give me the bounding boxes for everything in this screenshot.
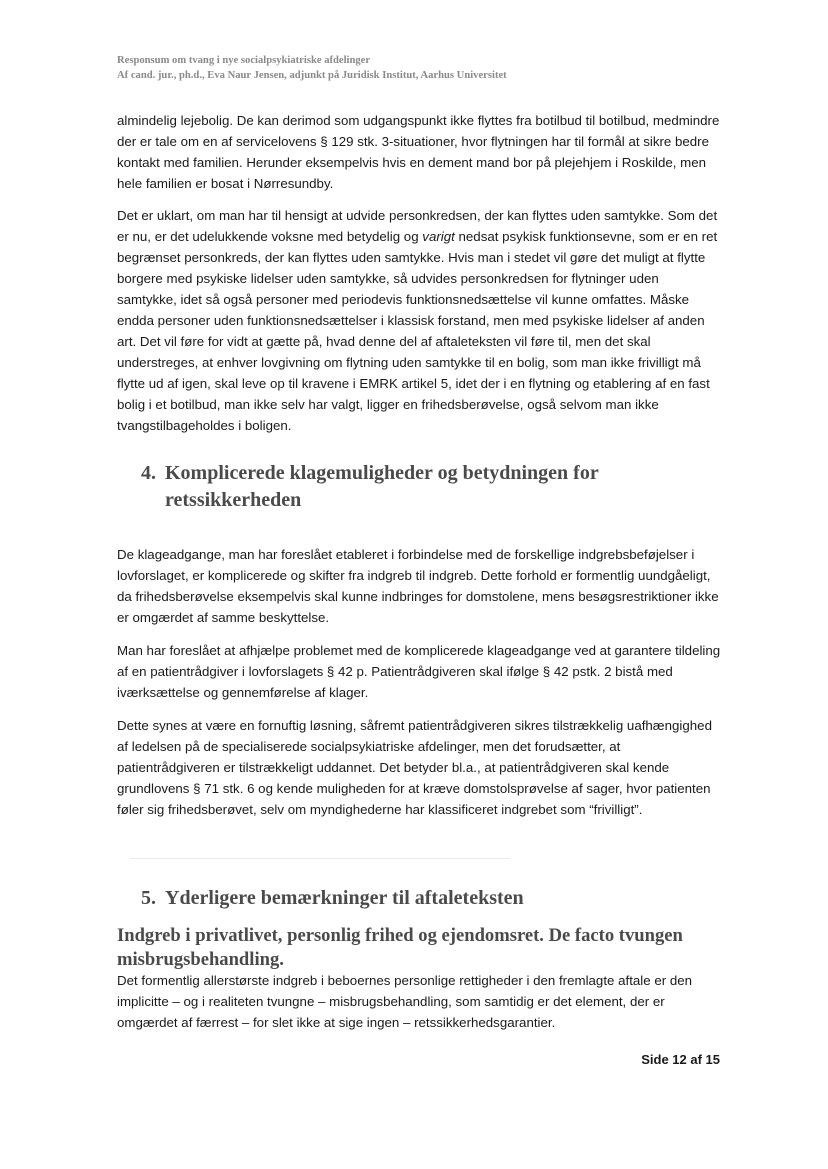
subsection-heading: Indgreb i privatlivet, personlig frihed og ejendomsret. De facto tvungen misbrugsbehandling. xyxy=(117,925,683,970)
header-title: Responsum om tvang i nye socialpsykiatriske afdelinger xyxy=(117,55,371,66)
section-5-title: Yderligere bemærkninger til aftaleteksten xyxy=(165,887,524,909)
paragraph-3: De klageadgange, man har foreslået etableret i forbindelse med de forskellige indgrebsbeføjelser i lovforslaget, er komplicerede og skifter fra indgreb til indgreb. Dette forhold er formentlig uundgåeligt, da frihedsberøvelse eksempelvis skal kunne indbringes for domstolene, mens besøgsrestriktioner ikke er omgærdet af samme beskyttelse. xyxy=(117,547,719,625)
paragraph-2 xyxy=(117,205,722,436)
section-4-title-line2: retssikkerheden xyxy=(165,489,302,511)
paragraph-2-part-b: nedsat psykisk funktionsevne, som er en ret begrænset personkreds, der kan flyttes uden samtykke. Hvis man i stedet vil gøre det muligt at flytte borgere med psykiske lidelser uden samtykke, så udvides personkredsen for flytninger uden samtykke, idet så også personer med periodevis funktionsnedsættelse vil kunne omfattes. Måske endda personer uden funktionsnedsættelser i klassisk forstand, men med psykiske lidelser af anden art. Det vil føre for vidt at gætte på, hvad denne del af aftaleteksten vil føre til, men det skal understreges, at enhver lovgivning om flytning uden samtykke til en bolig, som man ikke frivilligt må flytte ud af igen, skal leve op til kravene i EMRK artikel 5, idet der i en flytning og etablering af en fast bolig i et botilbud, man ikke selv har valgt, ligger en frihedsberøvelse, også selvom man ikke tvangstilbageholdes i boligen. xyxy=(117,229,718,433)
section-5-heading xyxy=(141,885,701,912)
section-5-number: 5. xyxy=(141,887,156,909)
paragraph-2-emphasis: varigt xyxy=(422,229,455,244)
section-4-title-line1: Komplicerede klagemuligheder og betydningen for xyxy=(165,462,599,484)
faint-divider xyxy=(130,858,510,859)
paragraph-2-part-a: Det er uklart, om man har til hensigt at udvide personkredsen, der kan flyttes uden samtykke. Som det er nu, er det udelukkende voksne med betydelig og xyxy=(117,208,718,244)
running-header xyxy=(117,53,757,83)
header-author: Af cand. jur., ph.d., Eva Naur Jensen, adjunkt på Juridisk Institut, Aarhus Universitet xyxy=(117,70,507,81)
page-number: Side 12 af 15 xyxy=(641,1052,720,1067)
section-4-heading xyxy=(141,460,701,514)
section-4-number: 4. xyxy=(141,462,156,484)
paragraph-1: almindelig lejebolig. De kan derimod som udgangspunkt ikke flyttes fra botilbud til botilbud, medmindre der er tale om en af servicelovens § 129 stk. 3-situationer, hvor flytningen har til formål at sikre bedre kontakt med familien. Herunder eksempelvis hvis en dement mand bor på plejehjem i Roskilde, men hele familien er bosat i Nørresundby. xyxy=(117,113,720,191)
paragraph-5: Dette synes at være en fornuftig løsning, såfremt patientrådgiveren sikres tilstrækkelig uafhængighed af ledelsen på de specialiserede socialpsykiatriske afdelinger, men det forudsætter, at patientrådgiveren er tilstrækkeligt uddannet. Det betyder bl.a., at patientrådgiveren skal kende grundlovens § 71 stk. 6 og kende muligheden for at kræve domstolsprøvelse af sager, hvor patienten føler sig frihedsberøvet, selv om myndighederne har klassificeret indgrebet som “frivilligt”. xyxy=(117,718,712,817)
paragraph-4: Man har foreslået at afhjælpe problemet med de komplicerede klageadgange ved at garantere tildeling af en patientrådgiver i lovforslagets § 42 p. Patientrådgiveren skal ifølge § 42 pstk. 2 bistå med iværksættelse og gennemførelse af klager. xyxy=(117,643,721,700)
paragraph-6: Det formentlig allerstørste indgreb i beboernes personlige rettigheder i den fremlagte aftale er den implicitte – og i realiteten tvungne – misbrugsbehandling, som samtidig er det element, der er omgærdet af færrest – for slet ikke at sige ingen – retssikkerhedsgarantier. xyxy=(117,973,693,1030)
